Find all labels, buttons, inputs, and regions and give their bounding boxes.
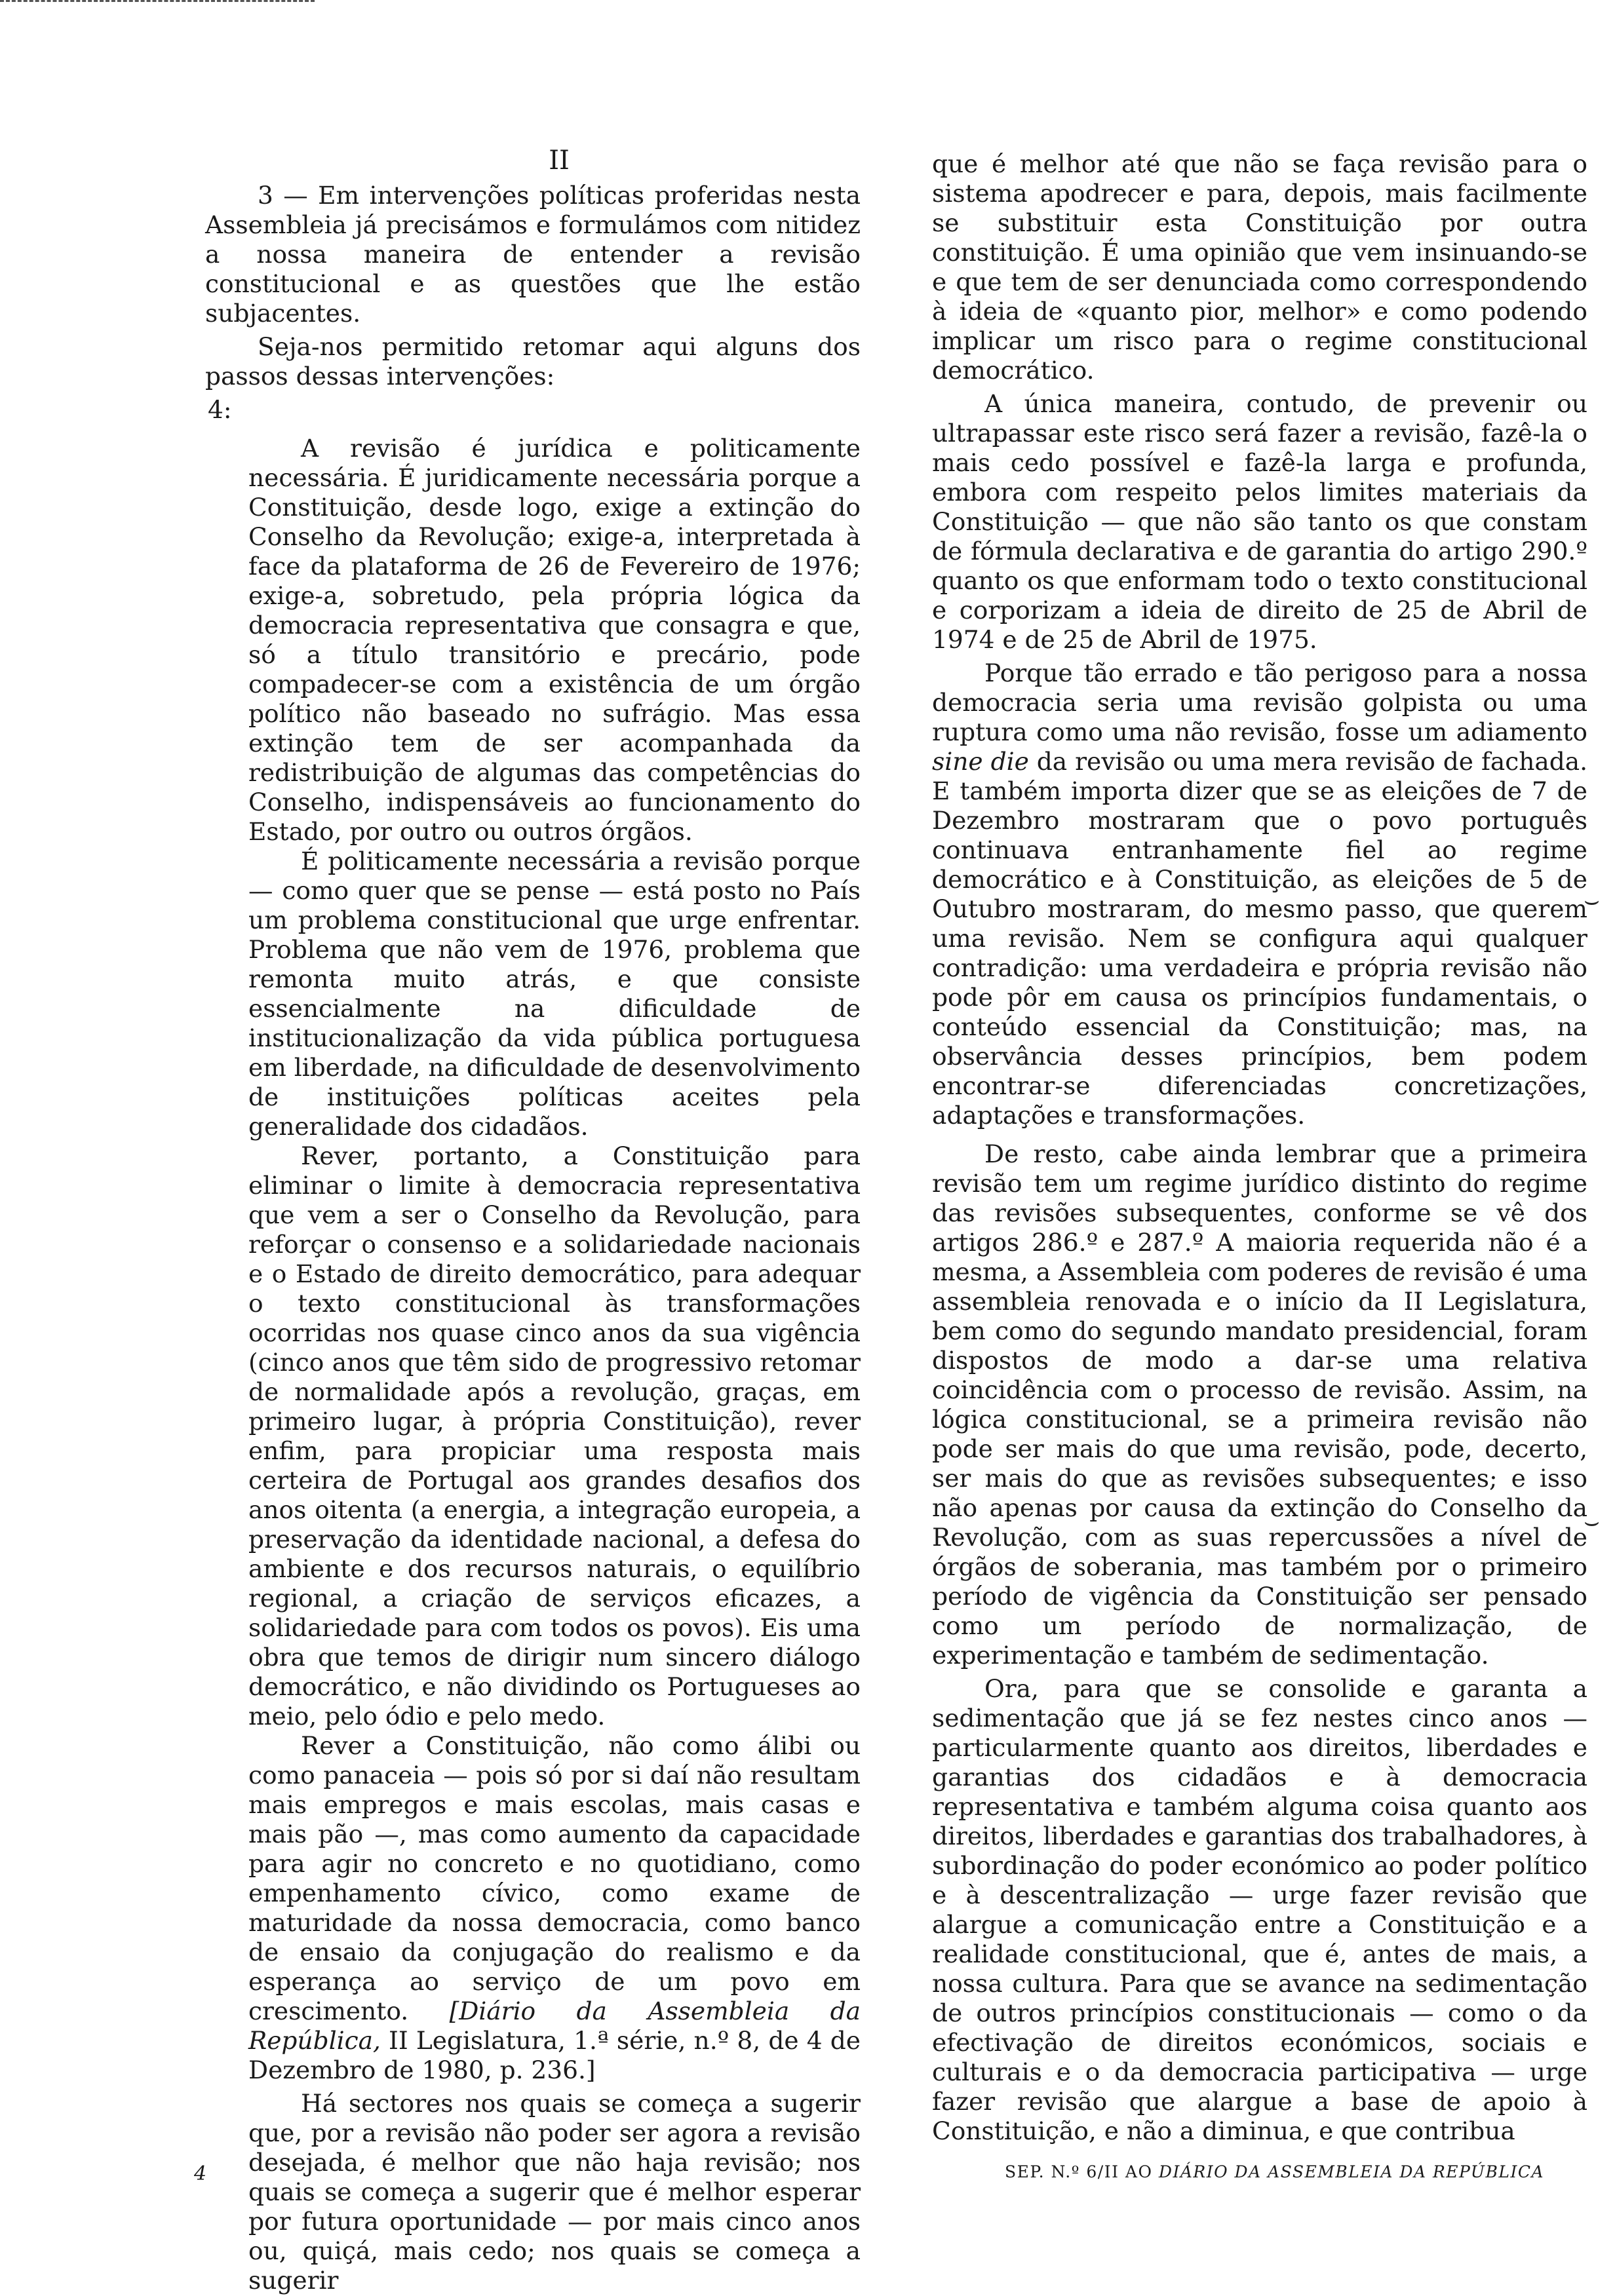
paragraph: que é melhor até que não se faça revisão para o sistema apodrecer e para, depois, mais facilmente se substituir esta Constituição por outra constituição. É uma opinião que vem insinuando-se e que tem de ser denunciada como correspondendo à ideia de «quanto pior, melhor» e como podendo implicar um risco para o regime constitucional democrático. — [932, 149, 1587, 385]
paragraph-text: Porque tão errado e tão perigoso para a nossa democracia seria uma revisão golpista ou uma ruptura como uma não revisão, fosse um adiamento — [932, 659, 1587, 746]
paragraph: Seja-nos permitido retomar aqui alguns dos passos dessas intervenções: — [205, 332, 861, 391]
left-text-column — [205, 144, 861, 2295]
margin-tick-mark: ⌣ — [1584, 886, 1601, 915]
item-number: 4: — [208, 395, 232, 424]
margin-tick-mark: ⌣ — [1584, 1507, 1601, 1536]
paragraph — [932, 659, 1587, 1130]
quoted-paragraph: Rever, portanto, a Constituição para eliminar o limite à democracia representativa que vem a ser o Conselho da Revolução, para reforçar o consenso e a solidariedade nacionais e o Estado de direito democrático, para adequar o texto constitucional às transformações ocorridas nos quase cinco anos da sua vigência (cinco anos que têm sido de progressivo retomar de normalidade após a revolução, graças, em primeiro lugar, à própria Constituição), rever enfim, para propiciar uma resposta mais certeira de Portugal aos grandes desafios dos anos oitenta (a energia, a integração europeia, a preservação da identidade nacional, a defesa do ambiente e dos recursos naturais, o equilíbrio regional, a criação de serviços eficazes, a solidariedade para com todos os povos). Eis uma obra que temos de dirigir num sincero diálogo democrático, e não dividindo os Portugueses ao meio, pelo ódio e pelo medo. — [248, 1141, 861, 1731]
paragraph: 3 — Em intervenções políticas proferidas nesta Assembleia já precisámos e formulámos com nitidez a nossa maneira de entender a revisão constitucional e as questões que lhe estão subjacentes. — [205, 181, 861, 328]
paragraph-text: da revisão ou uma mera revisão de fachada. E também importa dizer que se as eleições de 7 de Dezembro mostraram que o povo português continuava entranhamente fiel ao regime democrático e à Constituição, as eleições de 5 de Outubro mostraram, do mesmo passo, que querem uma revisão. Nem se configura aqui qualquer contradição: uma verdadeira e própria revisão não pode pôr em causa os princípios fundamentais, o conteúdo essencial da Constituição; mas, na observância desses princípios, bem podem encontrar-se diferenciadas concretizações, adaptações e transformações. — [932, 747, 1587, 1130]
section-heading: II — [549, 145, 570, 176]
page-number: 4 — [194, 2162, 207, 2185]
citation-details: II Legislatura, 1.ª série, n.º 8, de 4 de Dezembro de 1980, p. 236.] — [248, 2026, 861, 2084]
running-footer — [1005, 2162, 1544, 2181]
paragraph: Há sectores nos quais se começa a sugerir que, por a revisão não poder ser agora a revisão desejada, é melhor que não haja revisão; nos quais se começa a sugerir que é melhor esperar por futura oportunidade — por mais cinco anos ou, quiçá, mais cedo; nos quais se começa a sugerir — [248, 2089, 861, 2295]
right-text-column — [932, 149, 1587, 2146]
quoted-paragraph-with-citation — [248, 1731, 861, 2085]
paragraph: A única maneira, contudo, de prevenir ou ultrapassar este risco será fazer a revisão, fazê-la o mais cedo possível e fazê-la larga e profunda, embora com respeito pelos limites materiais da Constituição — que não são tanto os que constam de fórmula declarativa e de garantia do artigo 290.º quanto os que enformam todo o texto constitucional e corporizam a ideia de direito de 25 de Abril de 1974 e de 25 de Abril de 1975. — [932, 389, 1587, 654]
top-edge-rule — [0, 0, 315, 6]
paragraph: Ora, para que se consolide e garanta a sedimentação que já se fez nestes cinco anos — particularmente quanto aos direitos, liberdades e garantias dos cidadãos e à democracia representativa e também alguma coisa quanto aos direitos, liberdades e garantias dos trabalhadores, à subordinação do poder económico ao poder político e à descentralização — urge fazer revisão que alargue a comunicação entre a Constituição e a realidade constitucional, que é, antes de mais, a nossa cultura. Para que se avance na sedimentação de outros princípios constitucionais — como o da efectivação de direitos económicos, sociais e culturais e o da democracia participativa — urge fazer revisão que alargue a base de apoio à Constituição, e não a diminua, e que contribua — [932, 1674, 1587, 2145]
citation-source: [Diário da Assembleia da República, — [248, 1997, 861, 2055]
quote-text: Rever a Constituição, não como álibi ou como panaceia — pois só por si daí não resultam mais empregos e mais escolas, mais casas e mais pão —, mas como aumento da capacidade para agir no concreto e no quotidiano, como empenhamento cívico, como exame de maturidade da nossa democracia, como banco de ensaio da conjugação do realismo e da esperança ao serviço de um povo em crescimento. — [248, 1731, 861, 2025]
quoted-paragraph: A revisão é jurídica e politicamente necessária. É juridicamente necessária porque a Constituição, desde logo, exige a extinção do Conselho da Revolução; exige-a, interpretada à face da plataforma de 26 de Fevereiro de 1976; exige-a, sobretudo, pela própria lógica da democracia representativa que consagra e que, só a título transitório e precário, pode compadecer-se com a existência de um órgão político não baseado no sufrágio. Mas essa extinção tem de ser acompanhada da redistribuição de algumas das competências do Conselho, indispensáveis ao funcionamento do Estado, por outro ou outros órgãos. — [248, 434, 861, 846]
running-footer-ref: SEP. N.º 6/II AO — [1004, 2162, 1159, 2181]
paragraph: De resto, cabe ainda lembrar que a primeira revisão tem um regime jurídico distinto do regime das revisões subsequentes, conforme se vê dos artigos 286.º e 287.º A maioria requerida não é a mesma, a Assembleia com poderes de revisão é uma assembleia renovada e o início da II Legislatura, bem como do segundo mandato presidencial, foram dispostos de modo a dar-se uma relativa coincidência com o processo de revisão. Assim, na lógica constitucional, se a primeira revisão não pode ser mais do que uma revisão, pode, decerto, ser mais do que as revisões subsequentes; e isso não apenas por causa da extinção do Conselho da Revolução, com as suas repercussões a nível de órgãos de soberania, mas também por o primeiro período de vigência da Constituição ser pensado como um período de normalização, de experimentação e também de sedimentação. — [932, 1139, 1587, 1670]
running-footer-title: DIÁRIO DA ASSEMBLEIA DA REPÚBLICA — [1158, 2162, 1544, 2181]
quoted-paragraph: É politicamente necessária a revisão porque — como quer que se pense — está posto no País um problema constitucional que urge enfrentar. Problema que não vem de 1976, problema que remonta muito atrás, e que consiste essencialmente na dificuldade de institucionalização da vida pública portuguesa em liberdade, na dificuldade de desenvolvimento de instituições políticas aceites pela generalidade dos cidadãos. — [248, 847, 861, 1141]
latin-phrase: sine die — [932, 747, 1029, 776]
